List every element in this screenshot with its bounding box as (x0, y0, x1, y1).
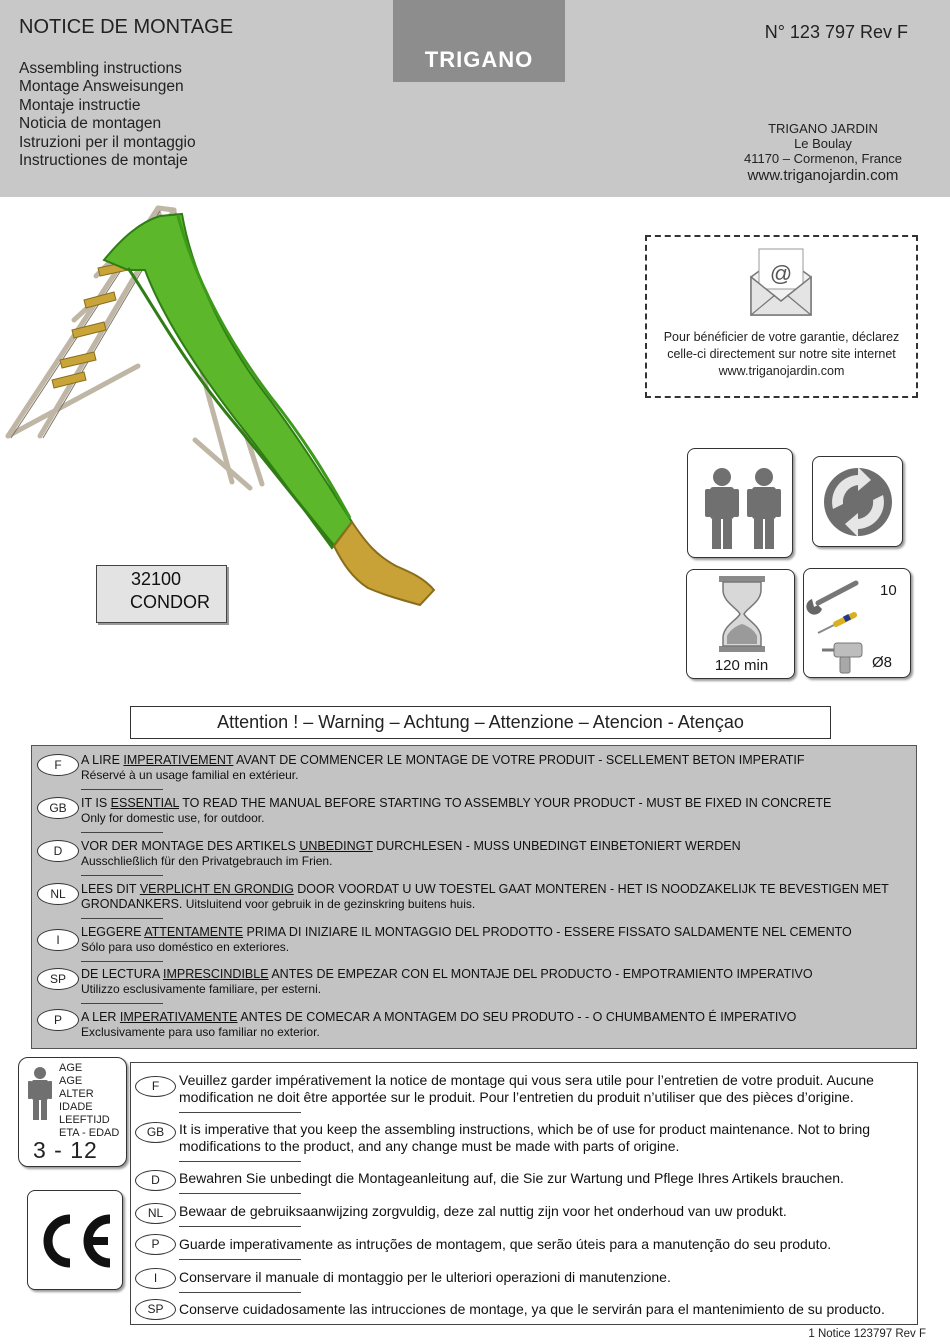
warning-text (81, 925, 911, 954)
company-place: Le Boulay (794, 136, 852, 151)
warning-text-pre: DE LECTURA (81, 967, 163, 981)
divider (81, 961, 163, 962)
warranty-notice (645, 235, 918, 398)
two-persons-icon (688, 449, 794, 559)
warning-subtext: Réservé à un usage familial en extérieur. (81, 767, 299, 782)
divider (179, 1161, 301, 1162)
email-envelope-icon (745, 243, 817, 321)
green-dot-box (812, 456, 903, 547)
company-address-line: 41170 – Cormenon, France (743, 151, 902, 166)
warning-keyword: UNBEDINGT (299, 839, 373, 853)
warning-keyword: VERPLICHT EN GRONDIG (139, 882, 294, 896)
divider (179, 1112, 301, 1113)
document-title: NOTICE DE MONTAGE (19, 16, 234, 38)
language-badge: F (37, 754, 79, 776)
age-label: ETA - EDAD (59, 1127, 120, 1139)
divider (179, 1226, 301, 1227)
language-badge: NL (135, 1203, 176, 1224)
warning-keyword: ESSENTIAL (110, 796, 179, 810)
warning-text (81, 882, 911, 911)
warning-keyword: IMPRESCINDIBLE (162, 967, 269, 981)
warning-subtext: Sólo para uso doméstico en exteriores. (81, 939, 290, 954)
warranty-line: Pour bénéficier de votre garantie, déclarez (663, 330, 900, 344)
page-footer: 1 Notice 123797 Rev F (808, 1328, 926, 1340)
age-label: ALTER (59, 1088, 94, 1100)
green-dot-icon (813, 457, 904, 548)
maintenance-panel (130, 1062, 918, 1325)
product-code: 32100 (131, 569, 182, 589)
maintenance-text: Bewahren Sie unbedingt die Montageanleitung auf, die Sie zur Wartung und Pflege Ihres Artikels brauchen. (179, 1170, 844, 1186)
divider (81, 875, 163, 876)
divider (81, 832, 163, 833)
warning-text-post: ANTES DE EMPEZAR CON EL MONTAJE DEL PRODUCTO - EMPOTRAMIENTO IMPERATIVO (268, 967, 813, 981)
language-title: Istruzioni per il montaggio (19, 133, 196, 151)
product-name: CONDOR (130, 592, 210, 612)
warning-text (81, 796, 911, 825)
language-title: Instructiones de montaje (19, 152, 188, 170)
language-title: Assembling instructions (19, 60, 182, 77)
language-badge: SP (135, 1299, 176, 1320)
warning-keyword: IMPERATIVAMENTE (119, 1010, 238, 1024)
warning-subtext: Utilizzo esclusivamente familiare, per esterni. (81, 981, 322, 996)
warning-text-post: DOOR VOORDAT U UW TOESTEL GAAT MONTEREN - HET IS NOODZAKELIJK TE BEVESTIGEN MET GRONDANKERS. (81, 882, 889, 911)
age-label: IDADE (59, 1101, 93, 1113)
company-name: TRIGANO JARDIN (768, 121, 878, 136)
warranty-line: celle-ci directement sur notre site internet (667, 347, 896, 361)
language-badge: GB (135, 1122, 176, 1143)
warning-text-post: AVANT DE COMMENCER LE MONTAGE DE VOTRE PRODUIT - SCELLEMENT BETON IMPERATIF (233, 753, 805, 767)
hourglass-icon (687, 570, 796, 660)
slide-exit (334, 522, 434, 605)
warning-panel (31, 745, 917, 1049)
language-badge: GB (37, 797, 79, 819)
warning-text-pre: IT IS (81, 796, 111, 810)
maintenance-text: Conservare il manuale di montaggio per le ulteriori operazioni di manutenzione. (179, 1269, 671, 1285)
maintenance-text: Guarde imperativamente as intruções de montagem, que serão úteis para a manutenção do seu produto. (179, 1236, 832, 1252)
warning-title: Attention ! – Warning – Achtung – Attenzione – Atencion - Atençao (130, 706, 831, 739)
age-label: LEEFTIJD (59, 1114, 110, 1126)
warning-text (81, 967, 911, 996)
tools-count: 10 (880, 582, 897, 599)
ce-box (27, 1190, 123, 1290)
warning-subtext: Only for domestic use, for outdoor. (81, 810, 265, 825)
warranty-website[interactable]: www.triganojardin.com (718, 364, 845, 378)
maintenance-text: Conserve cuidadosamente las intrucciones de montage, ya que le servirán para el mantenimiento de su producto. (179, 1301, 885, 1317)
warning-text (81, 839, 911, 868)
language-badge: I (37, 929, 79, 951)
language-badge: D (135, 1170, 176, 1191)
drill-icon (822, 643, 862, 673)
maintenance-text: Bewaar de gebruiksaanwijzing zorgvuldig, deze zal nuttig zijn voor het onderhoud van uw produkt. (179, 1203, 787, 1219)
language-titles (19, 60, 196, 170)
warning-text-pre: LEES DIT (81, 882, 140, 896)
document-number: N° 123 797 Rev F (764, 22, 908, 42)
tools-box (803, 568, 911, 678)
language-badge: F (135, 1076, 176, 1097)
svg-text:@: @ (769, 261, 793, 286)
warning-text-post: DURCHLESEN - MUSS UNBEDINGT EINBETONIERT WERDEN (372, 839, 741, 853)
language-title: Noticia de montagen (19, 115, 162, 133)
language-title: Montage Answeisungen (19, 78, 184, 96)
divider (81, 789, 163, 790)
language-badge: P (135, 1234, 176, 1255)
warning-subtext: Exclusivamente para uso familiar no exterior. (81, 1024, 320, 1039)
warning-text-pre: A LER (81, 1010, 120, 1024)
child-icon (25, 1066, 55, 1122)
warning-text-post: PRIMA DI INIZIARE IL MONTAGGIO DEL PRODOTTO - ESSERE FISSATO SALDAMENTE NEL CEMENTO (243, 925, 852, 939)
language-badge: SP (37, 968, 79, 990)
age-labels (59, 1062, 119, 1140)
slide-illustration (0, 198, 440, 618)
ladder-steps (52, 262, 128, 388)
product-label (96, 565, 227, 623)
wrench-icon (806, 583, 856, 615)
warning-text-pre: A LIRE (81, 753, 124, 767)
company-address (744, 121, 902, 186)
warning-subtext: Ausschließlich für den Privatgebrauch im Frien. (81, 853, 333, 868)
warranty-text (647, 329, 916, 380)
warning-text-pre: VOR DER MONTAGE DES ARTIKELS (81, 839, 300, 853)
language-title: Montaje instructie (19, 96, 141, 114)
company-website[interactable]: www.triganojardin.com (747, 167, 899, 184)
divider (81, 918, 163, 919)
maintenance-text: It is imperative that you keep the assembling instructions, which be of use for product maintenance. Not to bring modifications to the product, and any change must be made with parts of origine. (179, 1121, 871, 1154)
maintenance-text: Veuillez garder impérativement la notice de montage qui vous sera utile pour l’entretien de votre produit. Aucune modification ne doit être apportée sur le produit. Pour l’entretien du produit n’utiliser que des pièces d’origine. (179, 1072, 874, 1105)
language-badge: P (37, 1009, 79, 1031)
warning-keyword: IMPERATIVEMENT (123, 753, 234, 767)
warning-text (81, 753, 911, 782)
warning-text-pre: LEGGERE (81, 925, 145, 939)
screwdriver-icon (818, 614, 854, 633)
assembly-time-box (686, 569, 795, 679)
warning-keyword: ATTENTAMENTE (144, 925, 244, 939)
header (0, 0, 950, 197)
warning-text-post: TO READ THE MANUAL BEFORE STARTING TO ASSEMBLY YOUR PRODUCT - MUST BE FIXED IN CONCRETE (178, 796, 832, 810)
warning-text-post: ANTES DE COMECAR A MONTAGEM DO SEU PRODUTO - - O CHUMBAMENTO É IMPERATIVO (237, 1010, 797, 1024)
divider (179, 1259, 301, 1260)
divider (179, 1292, 301, 1293)
warning-subtext: Uitsluitend voor gebruik in de gezinskring buitens huis. (182, 896, 476, 911)
age-box (18, 1057, 127, 1167)
two-persons-box (687, 448, 793, 558)
assembly-time: 120 min (714, 657, 769, 674)
ce-mark-icon (28, 1191, 124, 1291)
age-label: AGE (59, 1062, 83, 1074)
brand-logo-text: TRIGANO (424, 47, 534, 72)
language-badge: D (37, 840, 79, 862)
drill-size: Ø8 (872, 654, 893, 671)
language-badge: NL (37, 883, 79, 905)
divider (81, 1003, 163, 1004)
age-label: AGE (59, 1075, 83, 1087)
warning-text (81, 1010, 911, 1039)
language-badge: I (135, 1268, 176, 1289)
brand-logo (393, 0, 565, 82)
divider (179, 1193, 301, 1194)
age-range: 3 - 12 (33, 1137, 98, 1163)
slide-chute (104, 214, 352, 548)
